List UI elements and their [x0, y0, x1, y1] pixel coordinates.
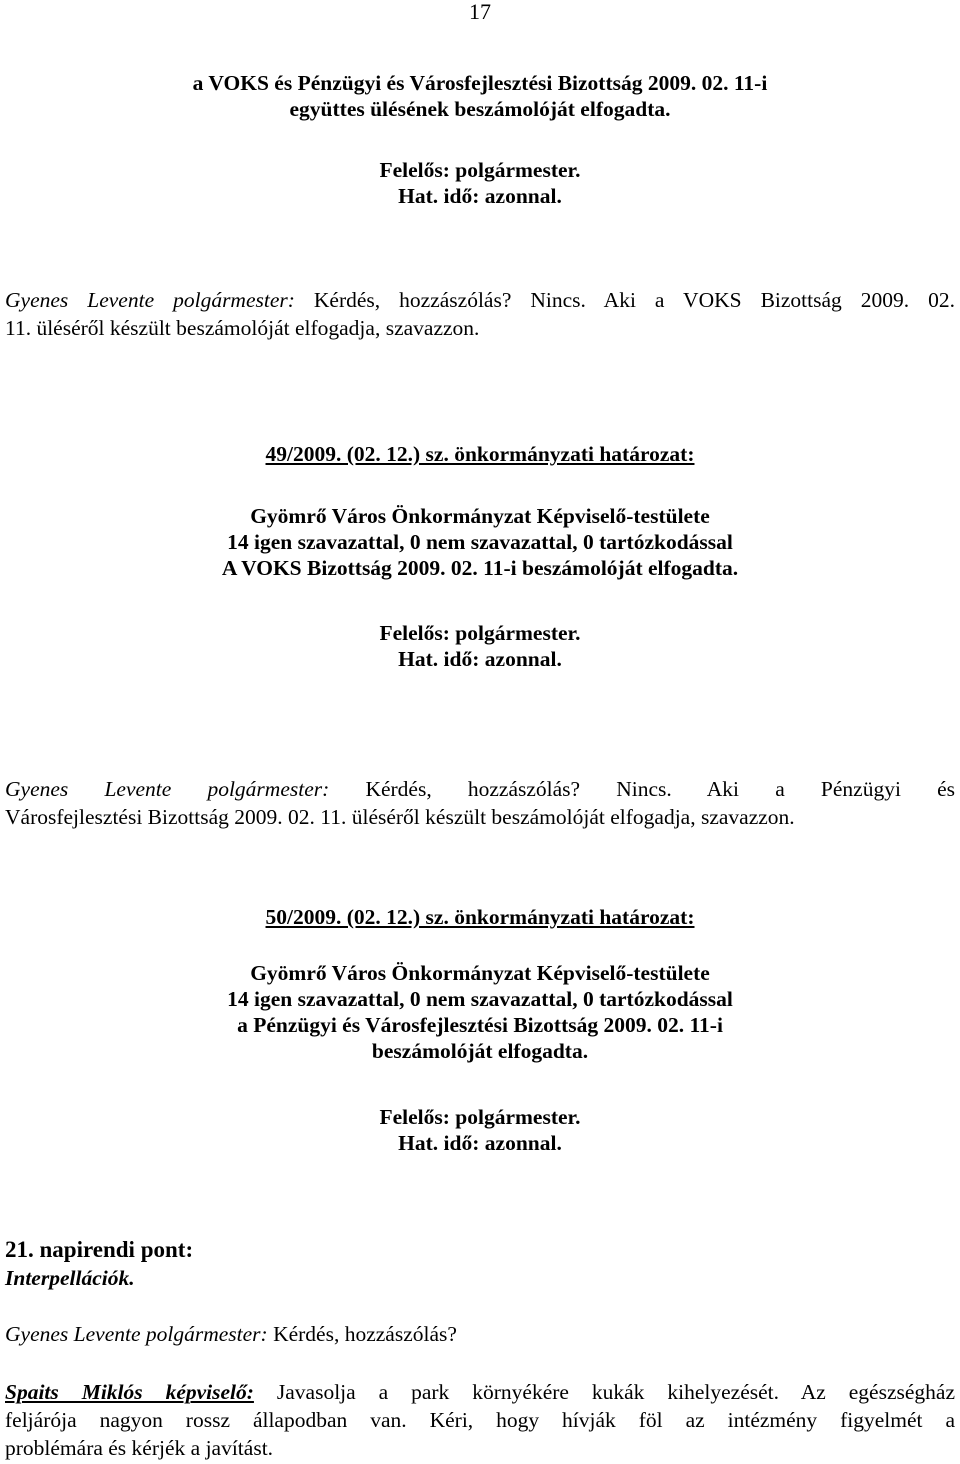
resolution-line: 14 igen szavazattal, 0 nem szavazattal, 0 tartózkodással: [227, 987, 733, 1011]
resolution-line: Gyömrő Város Önkormányzat Képviselő-testülete: [250, 961, 710, 985]
responsibility-block: [0, 1104, 960, 1156]
resolution-title: 50/2009. (02. 12.) sz. önkormányzati határozat:: [265, 905, 695, 929]
statement-text: 11. üléséről készült beszámolóját elfogadja, szavazzon.: [5, 316, 480, 340]
speaker-name: Gyenes Levente polgármester:: [5, 288, 295, 312]
resolution-line: a VOKS és Pénzügyi és Városfejlesztési Bizottság 2009. 02. 11-i: [192, 71, 768, 95]
statement-text: Kérdés, hozzászólás? Nincs. Aki a VOKS Bizottság 2009. 02.: [294, 288, 955, 312]
resolution-title: 49/2009. (02. 12.) sz. önkormányzati határozat:: [265, 442, 695, 466]
resolution-continuation: [0, 70, 960, 122]
speaker-name: Spaits Miklós képviselő:: [5, 1380, 254, 1404]
speaker-name: Gyenes Levente polgármester:: [5, 777, 330, 801]
resolution-line: együttes ülésének beszámolóját elfogadta.: [289, 97, 671, 121]
resolution-body: [0, 503, 960, 581]
responsibility-block: [0, 620, 960, 672]
resolution-body: [0, 960, 960, 1064]
responsibility-block: [0, 157, 960, 209]
resolution-line: a Pénzügyi és Városfejlesztési Bizottság 2009. 02. 11-i: [237, 1013, 723, 1037]
mayor-statement: [5, 286, 955, 342]
statement-text: Kérdés, hozzászólás?: [267, 1322, 457, 1346]
statement-text: Városfejlesztési Bizottság 2009. 02. 11. üléséről készült beszámolóját elfogadja, szavazzon.: [5, 805, 795, 829]
statement-text: feljárója nagyon rossz állapodban van. Kéri, hogy hívják föl az intézmény figyelmét a: [5, 1408, 955, 1432]
responsible-line: Felelős: polgármester.: [379, 1105, 581, 1129]
statement-text: problémára és kérjék a javítást.: [5, 1436, 274, 1460]
statement-text: Javasolja a park környékére kukák kihelyezését. Az egészségház: [253, 1380, 955, 1404]
deadline-line: Hat. idő: azonnal.: [398, 1131, 562, 1155]
mayor-statement: [5, 775, 955, 831]
statement-text: Kérdés, hozzászólás? Nincs. Aki a Pénzügyi és: [329, 777, 955, 801]
responsible-line: Felelős: polgármester.: [379, 158, 581, 182]
agenda-subject: Interpellációk.: [5, 1266, 135, 1290]
page-number: 17: [469, 0, 491, 24]
resolution-line: beszámolóját elfogadta.: [371, 1039, 589, 1063]
resolution-line: Gyömrő Város Önkormányzat Képviselő-testülete: [250, 504, 710, 528]
resolution-line: 14 igen szavazattal, 0 nem szavazattal, 0 tartózkodással: [227, 530, 733, 554]
speaker-name: Gyenes Levente polgármester:: [5, 1322, 268, 1346]
deadline-line: Hat. idő: azonnal.: [398, 184, 562, 208]
deadline-line: Hat. idő: azonnal.: [398, 647, 562, 671]
resolution-line: A VOKS Bizottság 2009. 02. 11-i beszámolóját elfogadta.: [221, 556, 739, 580]
councillor-statement: [5, 1378, 955, 1462]
responsible-line: Felelős: polgármester.: [379, 621, 581, 645]
agenda-heading: 21. napirendi pont:: [5, 1237, 194, 1262]
mayor-statement: [5, 1320, 955, 1348]
